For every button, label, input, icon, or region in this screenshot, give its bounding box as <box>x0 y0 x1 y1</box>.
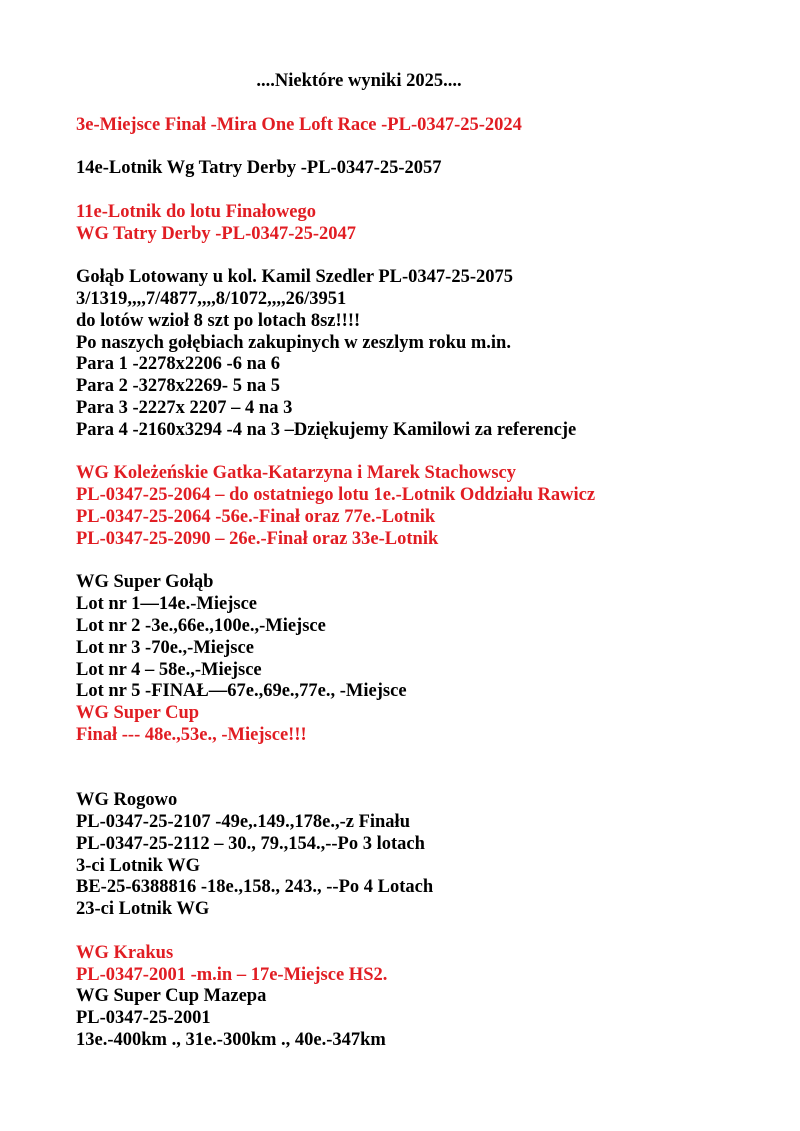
page-title: ....Niektóre wyniki 2025.... <box>256 71 462 91</box>
text-line: 11e-Lotnik do lotu Finałowego <box>76 201 317 222</box>
text-line: Gołąb Lotowany u kol. Kamil Szedler PL-0347-25-2075 <box>76 267 513 288</box>
blank-line <box>76 180 642 202</box>
text-line: WG Super Cup <box>76 703 200 724</box>
text-line: PL-0347-25-2090 – 26e.-Finał oraz 33e-Lotnik <box>76 528 439 549</box>
tatry-derby-final-result <box>76 202 642 246</box>
blank-line <box>76 245 642 267</box>
text-line: PL-0347-2001 -m.in – 17e-Miejsce HS2. <box>76 964 388 985</box>
blank-line <box>76 921 642 943</box>
wg-super-golab-section <box>76 572 642 746</box>
text-line: Para 2 -3278x2269- 5 na 5 <box>76 376 280 397</box>
blank-line <box>76 136 642 158</box>
text-line: WG Super Cup Mazepa <box>76 986 267 1007</box>
text-line: WG Krakus <box>76 942 174 963</box>
text-line: 13e.-400km ., 31e.-300km ., 40e.-347km <box>76 1030 386 1051</box>
wg-rogowo-section <box>76 790 642 921</box>
text-line: WG Super Gołąb <box>76 572 214 593</box>
text-line: Lot nr 1—14e.-Miejsce <box>76 594 258 615</box>
text-line: PL-0347-25-2001 <box>76 1008 211 1029</box>
text-line: Para 1 -2278x2206 -6 na 6 <box>76 354 280 375</box>
wg-krakus-section <box>76 943 642 1052</box>
text-line: Lot nr 3 -70e.,-Miejsce <box>76 637 254 658</box>
text-line: 3/1319,,,,7/4877,,,,8/1072,,,,26/3951 <box>76 288 347 309</box>
text-line: 14e-Lotnik Wg Tatry Derby -PL-0347-25-2057 <box>76 158 442 179</box>
text-line: do lotów wzioł 8 szt po lotach 8sz!!!! <box>76 310 361 331</box>
text-line: 23-ci Lotnik WG <box>76 899 210 920</box>
kamil-szedler-section <box>76 267 642 441</box>
blank-line <box>76 442 642 464</box>
text-line: WG Tatry Derby -PL-0347-25-2047 <box>76 223 357 244</box>
text-line: PL-0347-25-2064 – do ostatniego lotu 1e.-Lotnik Oddziału Rawicz <box>76 485 596 506</box>
text-line: Po naszych gołębiach zakupinych w zeszlym roku m.in. <box>76 332 511 353</box>
text-line: Lot nr 5 -FINAŁ—67e.,69e.,77e., -Miejsce <box>76 681 407 702</box>
text-line: PL-0347-25-2064 -56e.-Finał oraz 77e.-Lotnik <box>76 506 436 527</box>
text-line: WG Koleżeńskie Gatka-Katarzyna i Marek Stachowscy <box>76 463 517 484</box>
text-line: BE-25-6388816 -18e.,158., 243., --Po 4 Lotach <box>76 877 434 898</box>
text-line: 3-ci Lotnik WG <box>76 855 201 876</box>
blank-line <box>76 747 642 769</box>
blank-line <box>76 93 642 115</box>
tatry-derby-lotnik-result <box>76 158 642 180</box>
blank-line <box>76 769 642 791</box>
mira-one-loft-race-result <box>76 115 642 137</box>
wg-kolezenskie-section <box>76 463 642 550</box>
text-line: PL-0347-25-2112 – 30., 79.,154.,--Po 3 lotach <box>76 833 425 854</box>
text-line: Para 3 -2227x 2207 – 4 na 3 <box>76 397 293 418</box>
text-line: 3e-Miejsce Finał -Mira One Loft Race -PL-0347-25-2024 <box>76 114 522 135</box>
text-line: PL-0347-25-2107 -49e,.149.,178e.,-z Finału <box>76 812 410 833</box>
text-line: Finał --- 48e.,53e., -Miejsce!!! <box>76 724 307 745</box>
text-line: Lot nr 2 -3e.,66e.,100e.,-Miejsce <box>76 615 326 636</box>
blank-line <box>76 551 642 573</box>
document-title <box>76 71 642 93</box>
text-line: Para 4 -2160x3294 -4 na 3 –Dziękujemy Kamilowi za referencje <box>76 419 577 440</box>
text-line: WG Rogowo <box>76 790 178 811</box>
text-line: Lot nr 4 – 58e.,-Miejsce <box>76 659 262 680</box>
